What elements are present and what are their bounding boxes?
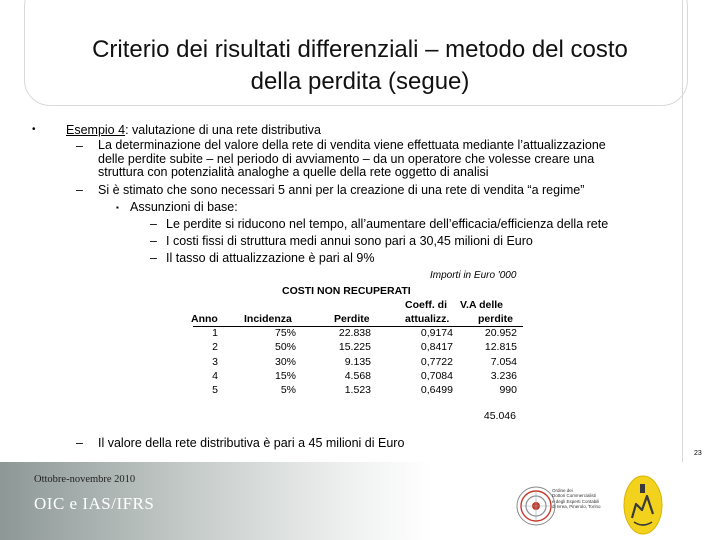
- header-incidenza: Incidenza: [244, 313, 292, 325]
- footer-date: Ottobre-novembre 2010: [34, 474, 136, 485]
- example-text: : valutazione di una rete distributiva: [125, 123, 322, 137]
- point-1-line-3: struttura con potenzialità analoghe a quelle della rete oggetto di analisi: [98, 165, 489, 179]
- dash-1: –: [76, 139, 83, 153]
- cell-coeff: 0,7722: [420, 355, 453, 368]
- table-title: COSTI NON RECUPERATI: [282, 285, 411, 297]
- cell-va: 990: [499, 384, 517, 397]
- cell-va: 3.236: [490, 369, 517, 382]
- table-total: 45.046: [483, 410, 516, 422]
- odc-logo-line-4: di Ivrea, Pinerolo, Torino: [552, 503, 601, 509]
- dash-4: –: [150, 234, 157, 248]
- cell-coeff: 0,6499: [420, 384, 453, 397]
- yellow-emblem-logo: [622, 474, 664, 536]
- cell-va: 20.952: [484, 327, 517, 339]
- dash-2: –: [76, 183, 83, 197]
- cell-va: 7.054: [490, 355, 517, 368]
- header-coeff-line1: Coeff. di: [405, 299, 447, 311]
- bullet-dot: •: [32, 124, 36, 135]
- cell-perdite: 4.568: [344, 369, 371, 382]
- conclusion: Il valore della rete distributiva è pari a 45 milioni di Euro: [98, 436, 405, 450]
- cell-incidenza: 50%: [274, 341, 296, 354]
- assumption-2: I costi fissi di struttura medi annui sono pari a 30,45 milioni di Euro: [166, 234, 533, 248]
- dash-5: –: [150, 251, 157, 265]
- cell-va: 12.815: [484, 341, 517, 354]
- cell-anno: 3: [212, 355, 218, 368]
- cell-incidenza: 75%: [274, 327, 296, 339]
- slide-title-line-2: della perdita (segue): [250, 68, 470, 95]
- cell-coeff: 0,9174: [420, 327, 453, 339]
- cell-incidenza: 5%: [280, 384, 296, 397]
- square-bullet: ▪: [116, 203, 119, 212]
- point-1-line-1: La determinazione del valore della rete di vendita viene effettuata mediante l’attualizzazione: [98, 138, 606, 152]
- cell-anno: 5: [212, 384, 218, 397]
- point-2: Si è stimato che sono necessari 5 anni per la creazione di una rete di vendita “a regime”: [98, 183, 585, 197]
- point-1-line-2: delle perdite subite – nel periodo di avviamento – da un operatore che volesse creare una: [98, 151, 595, 166]
- header-va-line2: perdite: [478, 313, 514, 325]
- page-number: 23: [694, 450, 702, 457]
- cell-coeff: 0,8417: [420, 341, 453, 354]
- dash-6: –: [76, 436, 83, 450]
- odc-logo-line-1: Ordine dei: [552, 488, 573, 493]
- cell-anno: 4: [212, 369, 218, 382]
- odc-logo-text: [552, 488, 600, 509]
- header-va-line1: V.A delle: [460, 299, 503, 311]
- assumptions-heading: Assunzioni di base:: [130, 200, 238, 214]
- example-label: Esempio 4: [66, 123, 126, 137]
- cell-coeff: 0,7084: [420, 369, 453, 382]
- assumption-3: Il tasso di attualizzazione è pari al 9%: [166, 251, 375, 265]
- table-note: Importi in Euro '000: [430, 270, 517, 281]
- cell-perdite: 1.523: [344, 384, 371, 397]
- cell-perdite: 15.225: [338, 341, 371, 354]
- odc-logo-line-3: e degli Esperti Contabili: [552, 498, 600, 504]
- slide-title: [30, 34, 690, 98]
- point-1: [98, 139, 678, 180]
- assumption-1: Le perdite si riducono nel tempo, all’aumentare dell’efficacia/efficienza della rete: [166, 217, 609, 231]
- cell-incidenza: 15%: [274, 369, 296, 382]
- header-anno: Anno: [191, 313, 218, 325]
- cell-anno: 2: [212, 341, 218, 354]
- slide-title-line-1: Criterio dei risultati differenziali – metodo del costo: [92, 36, 628, 63]
- example-heading: [66, 123, 321, 137]
- cell-incidenza: 30%: [274, 355, 296, 368]
- cell-perdite: 22.838: [338, 327, 371, 339]
- header-perdite: Perdite: [334, 313, 370, 325]
- header-coeff-line2: attualizz.: [405, 313, 450, 325]
- cell-anno: 1: [212, 327, 218, 339]
- odc-logo-line-2: Dottori Commercialisti: [552, 493, 597, 499]
- dash-3: –: [150, 217, 157, 231]
- footer-brand: OIC e IAS/IFRS: [34, 494, 155, 513]
- cell-perdite: 9.135: [344, 355, 371, 368]
